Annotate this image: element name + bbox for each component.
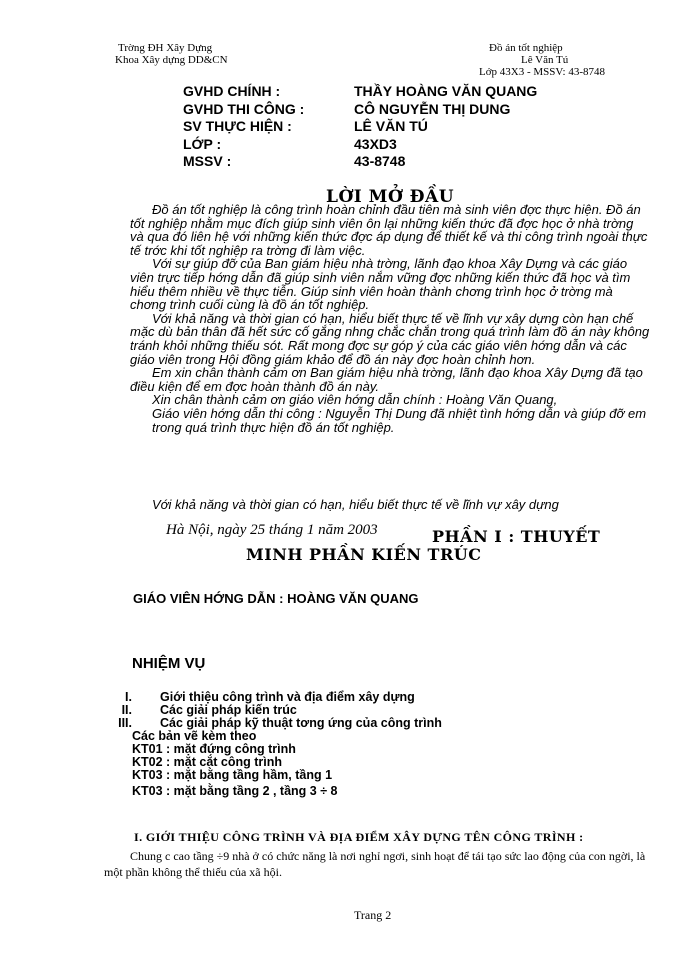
tasks-title: NHIỆM VỤ bbox=[132, 655, 206, 672]
list-item: KT02 : mặt cắt công trình bbox=[132, 755, 283, 769]
info-labels bbox=[183, 83, 304, 171]
drawings-list bbox=[132, 730, 552, 798]
info-value: THẦY HOÀNG VĂN QUANG bbox=[354, 83, 538, 99]
info-value: 43-8748 bbox=[354, 153, 406, 169]
preface-body bbox=[130, 203, 650, 434]
info-label: MSSV : bbox=[183, 153, 232, 169]
header-school: Trờng ĐH Xây Dựng bbox=[118, 42, 213, 54]
list-item: KT01 : mặt đứng công trình bbox=[132, 742, 296, 756]
date-line: Hà Nội, ngày 25 tháng 1 năm 2003 bbox=[166, 522, 378, 538]
info-value: LÊ VĂN TÚ bbox=[354, 118, 428, 134]
task-text: Các giải pháp kỹ thuật tơng ứng của công trình bbox=[160, 716, 442, 730]
info-value: CÔ NGUYỄN THỊ DUNG bbox=[354, 100, 511, 117]
part-title-line-2: MINH PHẦN KIẾN TRÚC bbox=[246, 545, 482, 564]
info-values bbox=[354, 83, 537, 171]
paragraph-repeat: Với khả năng và thời gian có hạn, hiểu biết thực tế về lĩnh vự xây dựng bbox=[152, 497, 559, 512]
drawings-title: Các bản vẽ kèm theo bbox=[132, 729, 257, 743]
list-item: KT03 : mặt bằng tầng hầm, tầng 1 bbox=[132, 768, 333, 782]
preface-title: LỜI MỞ ĐẦU bbox=[326, 187, 455, 207]
section-heading: I. GIỚI THIỆU CÔNG TRÌNH VÀ ĐỊA ĐIỂM XÂY DỰNG TÊN CÔNG TRÌNH : bbox=[134, 830, 584, 844]
task-list bbox=[104, 691, 524, 730]
part-title-line-1: PHẦN I : THUYẾT bbox=[432, 527, 601, 546]
paragraph: Giáo viên hớng dẫn thi công : Nguyễn Thị Dung đã nhiệt tình hớng dẫn và giúp đỡ em trong quá trình thực hiện đồ án tốt nghiệp. bbox=[152, 405, 647, 435]
task-number: I. bbox=[125, 690, 132, 704]
info-label: SV THỰC HIỆN : bbox=[183, 118, 292, 134]
paragraph: Xin chân thành cảm ơn giáo viên hớng dẫn chính : Hoàng Văn Quang, bbox=[152, 392, 558, 408]
advisor-line: GIÁO VIÊN HỚNG DẪN : HOÀNG VĂN QUANG bbox=[133, 591, 419, 606]
task-text: Các giải pháp kiến trúc bbox=[160, 703, 297, 717]
info-value: 43XD3 bbox=[354, 135, 397, 152]
header-faculty: Khoa Xây dựng DD&CN bbox=[115, 54, 228, 66]
info-label: GVHD CHÍNH : bbox=[183, 83, 281, 99]
info-label: GVHD THI CÔNG : bbox=[183, 100, 305, 117]
page-number: Trang 2 bbox=[354, 908, 392, 922]
task-number: III. bbox=[118, 716, 132, 730]
task-number: II. bbox=[121, 703, 132, 717]
paragraph: Với sự giúp đỡ của Ban giám hiệu nhà trờng, lãnh đạo khoa Xây Dựng và các giáo viên trực tiếp hớng dẫn đã giúp sinh viên nắm vững đợc những kiến thức đã học và tìm hiểu thêm nhiều về thực tiễn. Giúp sinh viên hoàn thành chơng trình học ở trờng mà chơng trình cuối cùng là đồ án tốt nghiệp. bbox=[130, 256, 631, 313]
header-class-id: Lớp 43X3 - MSSV: 43-8748 bbox=[479, 66, 606, 78]
info-label: LỚP : bbox=[183, 135, 222, 152]
paragraph: Với khả năng và thời gian có hạn, hiểu biết thực tế về lĩnh vự xây dựng còn hạn chế mặc dù bản thân đã hết sức cố gắng nhng chắc chắn trong quá trình làm đồ án này không tránh khỏi những thiếu sót. Rất mong đợc sự góp ý của các giáo viên hớng dẫn và các giáo viên trong Hội đồng giám khảo để đồ án này đợc hoàn chỉnh hơn. bbox=[130, 310, 650, 367]
header-author: Lê Văn Tú bbox=[521, 54, 569, 66]
list-item: KT03 : mặt bằng tầng 2 , tầng 3 ÷ 8 bbox=[132, 784, 338, 798]
section-text: Chung c cao tầng ÷9 nhà ở có chức năng là nơi nghỉ ngơi, sinh hoạt để tái tạo sức lao động của con ngời, là một phần không thể thiếu của xã hội. bbox=[104, 849, 646, 879]
paragraph: Em xin chân thành cảm ơn Ban giám hiệu nhà trờng, lãnh đạo khoa Xây Dựng đã tạo điều kiện để em đợc hoàn thành đồ án này. bbox=[130, 365, 643, 394]
header-doc-type: Đồ án tốt nghiệp bbox=[489, 42, 563, 54]
task-text: Giới thiệu công trình và địa điểm xây dựng bbox=[160, 690, 415, 704]
paragraph: Đồ án tốt nghiệp là công trình hoàn chỉnh đầu tiên mà sinh viên đợc thực hiện. Đồ án tốt nghiệp nhằm mục đích giúp sinh viên ôn lại những kiến thức đã đợc học ở nhà trờng và qua đó liên hệ với những kiến thức đợc áp dụng để thiết kế và thi công trình ngoài thực tế trớc khi tốt nghiệp ra trờng đi làm việc. bbox=[130, 202, 648, 258]
